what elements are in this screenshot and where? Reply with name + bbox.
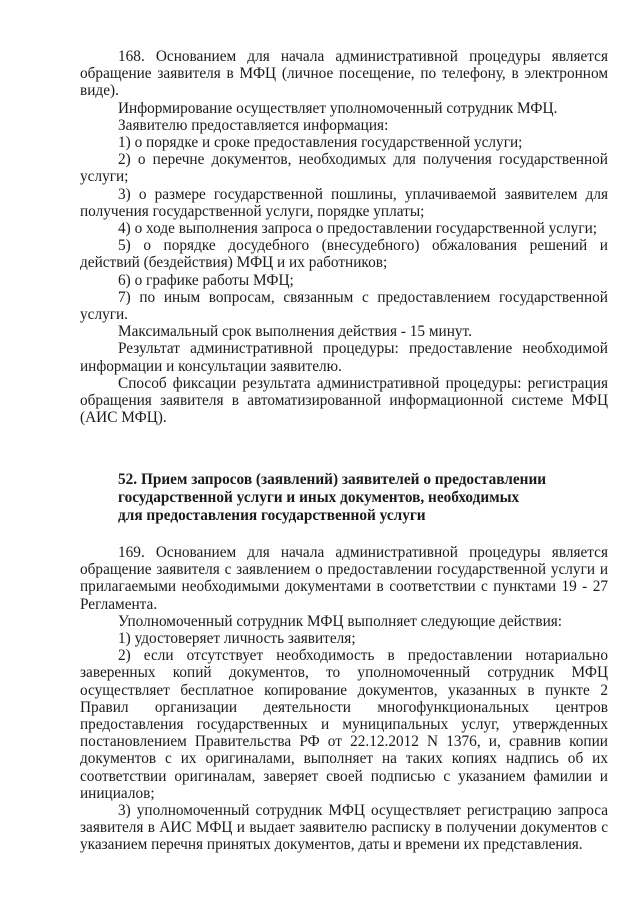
section-52-heading bbox=[118, 471, 608, 524]
list-item-6: 6) о графике работы МФЦ; bbox=[118, 271, 294, 289]
paragraph-info-provided: Заявителю предоставляется информация: bbox=[118, 116, 389, 134]
heading-line-1: 52. Прием запросов (заявлений) заявителей о предоставлении bbox=[118, 471, 547, 488]
list-item-5: 5) о порядке досудебного (внесудебного) обжалования решений и действий (бездействия) МФЦ и их работников; bbox=[80, 237, 608, 272]
paragraph-informing: Информирование осуществляет уполномоченный сотрудник МФЦ. bbox=[118, 99, 558, 117]
paragraph-169-intro: 169. Основанием для начала административной процедуры является обращение заявителя с заявлением о предоставлении государственной услуги и прилагаемыми необходимыми документами в соответствии с пунктами 19 - 27 Регламента. bbox=[80, 544, 608, 613]
paragraph-168-intro: 168. Основанием для начала административной процедуры является обращение заявителя в МФЦ (личное посещение, по телефону, в электронном виде). bbox=[80, 48, 608, 100]
paragraph-fixation: Способ фиксации результата административной процедуры: регистрация обращения заявителя в автоматизированной информационной системе МФЦ (АИС МФЦ). bbox=[80, 374, 608, 427]
list-item-7: 7) по иным вопросам, связанным с предоставлением государственной услуги. bbox=[80, 288, 608, 324]
section-169-text bbox=[80, 544, 608, 854]
list-item-4: 4) о ходе выполнения запроса о предоставлении государственной услуги; bbox=[118, 220, 598, 238]
list-item-1: 1) о порядке и сроке предоставления государственной услуги; bbox=[118, 134, 523, 152]
paragraph-actions: Уполномоченный сотрудник МФЦ выполняет следующие действия: bbox=[118, 612, 563, 630]
paragraph-result: Результат административной процедуры: предоставление необходимой информации и консультации заявителю. bbox=[80, 340, 608, 375]
action-item-1: 1) удостоверяет личность заявителя; bbox=[118, 630, 356, 648]
paragraph-max-time: Максимальный срок выполнения действия - 15 минут. bbox=[118, 323, 472, 341]
list-item-3: 3) о размере государственной пошлины, уплачиваемой заявителем для получения государственной услуги, порядке уплаты; bbox=[80, 185, 608, 220]
section-168-text bbox=[80, 48, 608, 426]
heading-line-3: для предоставления государственной услуги bbox=[118, 506, 426, 524]
list-item-2: 2) о перечне документов, необходимых для получения государственной услуги; bbox=[80, 151, 608, 186]
heading-line-2: государственной услуги и иных документов, необходимых bbox=[118, 488, 520, 506]
action-item-2: 2) если отсутствует необходимость в предоставлении нотариально заверенных копий документов, то уполномоченный сотрудник МФЦ осуществляет бесплатное копирование документов, указанных в пункте 2 Правил организации деятельности многофункциональных центров предоставления государственных и муниципальных услуг, утвержденных постановлением Правительства РФ от 22.12.2012 N 1376, и, сравнив копии документов с их оригиналами, выполняет на таких копиях надпись об их соответствии оригиналам, заверяет своей подписью с указанием фамилии и инициалов; bbox=[80, 647, 608, 802]
action-item-3: 3) уполномоченный сотрудник МФЦ осуществляет регистрацию запроса заявителя в АИС МФЦ и выдает заявителю расписку в получении документов с указанием перечня принятых документов, даты и времени их представления. bbox=[80, 802, 608, 854]
